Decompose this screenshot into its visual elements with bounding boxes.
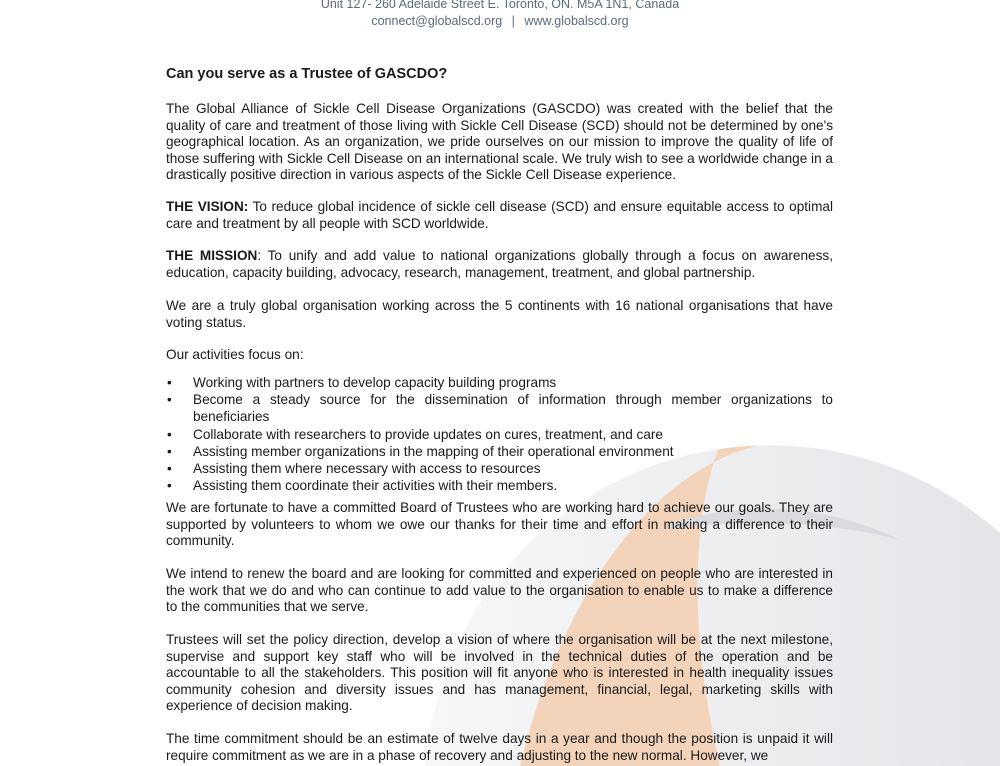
mission-paragraph bbox=[166, 248, 833, 281]
board-paragraph: We are fortunate to have a committed Board of Trustees who are working hard to achieve our goals. They are supported by volunteers to whom we owe our thanks for their time and effort in making a difference to their community. bbox=[166, 500, 833, 548]
trustees-paragraph: Trustees will set the policy direction, develop a vision of where the organisation will be at the next milestone, supervise and support key staff who will be involved in the technical duties of the operation and be accountable to all the stakeholders. This position will fit anyone who is interested in health inequality issues community cohesion and diversity issues and has management, financial, legal, marketing skills with experience of decision making. bbox=[166, 632, 833, 713]
header-address: Unit 127- 260 Adelaide Street E. Toronto, ON. M5A 1N1, Canada bbox=[320, 0, 680, 11]
list-item: • Assisting them where necessary with access to resources bbox=[166, 460, 833, 477]
activities-list bbox=[166, 374, 833, 494]
mission-text: : To unify and add value to national organizations globally through a focus on awareness, education, capacity building, advocacy, research, management, treatment, and global partnership. bbox=[166, 248, 833, 280]
mission-label: THE MISSION bbox=[166, 248, 258, 263]
header-separator: | bbox=[511, 14, 515, 28]
time-paragraph: The time commitment should be an estimate of twelve days in a year and though the position is unpaid it will require commitment as we are in a phase of recovery and adjusting to the new normal. However, we bbox=[166, 731, 833, 763]
header-email[interactable]: connect@globalscd.org bbox=[371, 14, 503, 28]
header-website[interactable]: www.globalscd.org bbox=[524, 14, 629, 28]
renew-paragraph: We intend to renew the board and are looking for committed and experienced on people who are interested in the work that we do and who can continue to add value to the organisation to enable us to make a difference to the communities that we serve. bbox=[166, 566, 833, 614]
list-item: • Collaborate with researchers to provide updates on cures, treatment, and care bbox=[166, 426, 833, 443]
global-paragraph: We are a truly global organisation working across the 5 continents with 16 national organisations that have voting status. bbox=[166, 298, 833, 330]
vision-paragraph bbox=[166, 199, 833, 232]
header-contact bbox=[0, 14, 1000, 28]
list-item: • Assisting member organizations in the mapping of their operational environment bbox=[166, 443, 833, 460]
list-item: • Become a steady source for the dissemination of information through member organizations to beneficiaries bbox=[166, 391, 833, 425]
intro-paragraph: The Global Alliance of Sickle Cell Disease Organizations (GASCDO) was created with the belief that the quality of care and treatment of those living with Sickle Cell Disease (SCD) should not be determined by one's geographical location. As an organization, we pride ourselves on our mission to improve the quality of life of those suffering with Sickle Cell Disease on an international scale. We truly wish to see a worldwide change in a drastically positive direction in various aspects of the Sickle Cell Disease experience. bbox=[166, 101, 833, 182]
page-title: Can you serve as a Trustee of GASCDO? bbox=[166, 66, 448, 82]
list-item: • Assisting them coordinate their activities with their members. bbox=[166, 477, 833, 494]
vision-label: THE VISION: bbox=[166, 199, 249, 214]
activities-intro: Our activities focus on: bbox=[166, 347, 304, 362]
vision-text: To reduce global incidence of sickle cell disease (SCD) and ensure equitable access to optimal care and treatment by all people with SCD worldwide. bbox=[166, 199, 833, 231]
list-item: • Working with partners to develop capacity building programs bbox=[166, 374, 833, 391]
